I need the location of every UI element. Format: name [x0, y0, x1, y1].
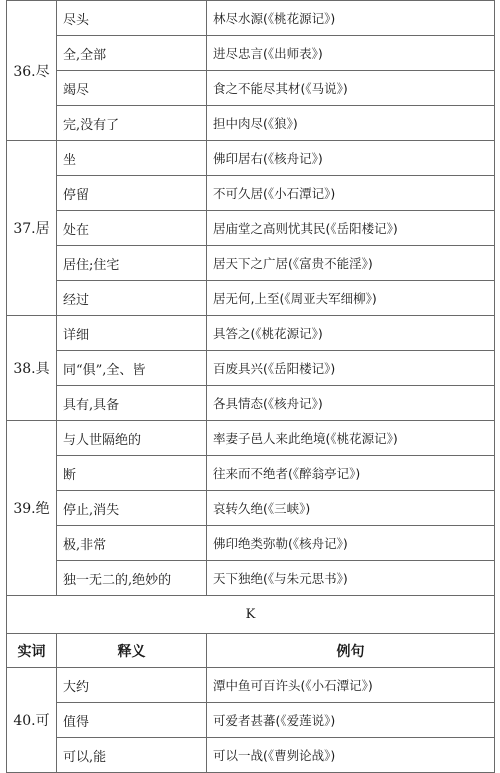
header-word: 实词	[7, 634, 57, 668]
meaning-cell: 停留	[57, 176, 207, 211]
table-row	[7, 176, 495, 211]
table-row	[7, 421, 495, 456]
meaning-cell: 经过	[57, 281, 207, 316]
table-row	[7, 738, 495, 773]
meaning-cell: 与人世隔绝的	[57, 421, 207, 456]
header-meaning: 释义	[57, 634, 207, 668]
table-row	[7, 246, 495, 281]
example-cell: 各具情态(《核舟记》)	[207, 386, 495, 421]
example-cell: 哀转久绝(《三峡》)	[207, 491, 495, 526]
table-row	[7, 703, 495, 738]
word-cell: 39.绝	[7, 421, 57, 596]
meaning-cell: 可以,能	[57, 738, 207, 773]
table-row	[7, 1, 495, 36]
example-cell: 天下独绝(《与朱元思书》)	[207, 561, 495, 596]
header-example: 例句	[207, 634, 495, 668]
example-cell: 食之不能尽其材(《马说》)	[207, 71, 495, 106]
example-cell: 可爱者甚蕃(《爱莲说》)	[207, 703, 495, 738]
vocabulary-table	[6, 0, 495, 773]
table-row	[7, 491, 495, 526]
example-cell: 佛印居右(《核舟记》)	[207, 141, 495, 176]
table-row	[7, 36, 495, 71]
word-cell: 37.居	[7, 141, 57, 316]
example-cell: 往来而不绝者(《醉翁亭记》)	[207, 456, 495, 491]
table-row	[7, 106, 495, 141]
meaning-cell: 居住;住宅	[57, 246, 207, 281]
meaning-cell: 停止,消失	[57, 491, 207, 526]
word-cell: 40.可	[7, 668, 57, 773]
section-row	[7, 596, 495, 634]
meaning-cell: 极,非常	[57, 526, 207, 561]
example-cell: 进尽忠言(《出师表》)	[207, 36, 495, 71]
example-cell: 居无何,上至(《周亚夫军细柳》)	[207, 281, 495, 316]
meaning-cell: 独一无二的,绝妙的	[57, 561, 207, 596]
header-row	[7, 634, 495, 668]
table-row	[7, 668, 495, 703]
example-cell: 具答之(《桃花源记》)	[207, 316, 495, 351]
meaning-cell: 坐	[57, 141, 207, 176]
meaning-cell: 完,没有了	[57, 106, 207, 141]
table-row	[7, 141, 495, 176]
table-row	[7, 351, 495, 386]
example-cell: 潭中鱼可百许头(《小石潭记》)	[207, 668, 495, 703]
meaning-cell: 值得	[57, 703, 207, 738]
example-cell: 林尽水源(《桃花源记》)	[207, 1, 495, 36]
example-cell: 居庙堂之高则忧其民(《岳阳楼记》)	[207, 211, 495, 246]
example-cell: 担中肉尽(《狼》)	[207, 106, 495, 141]
meaning-cell: 同“俱”,全、皆	[57, 351, 207, 386]
table-row	[7, 456, 495, 491]
word-cell: 38.具	[7, 316, 57, 421]
example-cell: 率妻子邑人来此绝境(《桃花源记》)	[207, 421, 495, 456]
meaning-cell: 具有,具备	[57, 386, 207, 421]
example-cell: 佛印绝类弥勒(《核舟记》)	[207, 526, 495, 561]
meaning-cell: 断	[57, 456, 207, 491]
table-row	[7, 211, 495, 246]
word-cell: 36.尽	[7, 1, 57, 141]
meaning-cell: 大约	[57, 668, 207, 703]
table-row	[7, 561, 495, 596]
example-cell: 不可久居(《小石潭记》)	[207, 176, 495, 211]
table-row	[7, 281, 495, 316]
example-cell: 百废具兴(《岳阳楼记》)	[207, 351, 495, 386]
table-row	[7, 386, 495, 421]
example-cell: 居天下之广居(《富贵不能淫》)	[207, 246, 495, 281]
meaning-cell: 全,全部	[57, 36, 207, 71]
meaning-cell: 详细	[57, 316, 207, 351]
meaning-cell: 尽头	[57, 1, 207, 36]
table-row	[7, 526, 495, 561]
meaning-cell: 竭尽	[57, 71, 207, 106]
table-row	[7, 71, 495, 106]
example-cell: 可以一战(《曹刿论战》)	[207, 738, 495, 773]
meaning-cell: 处在	[57, 211, 207, 246]
section-letter: K	[7, 596, 495, 634]
table-row	[7, 316, 495, 351]
